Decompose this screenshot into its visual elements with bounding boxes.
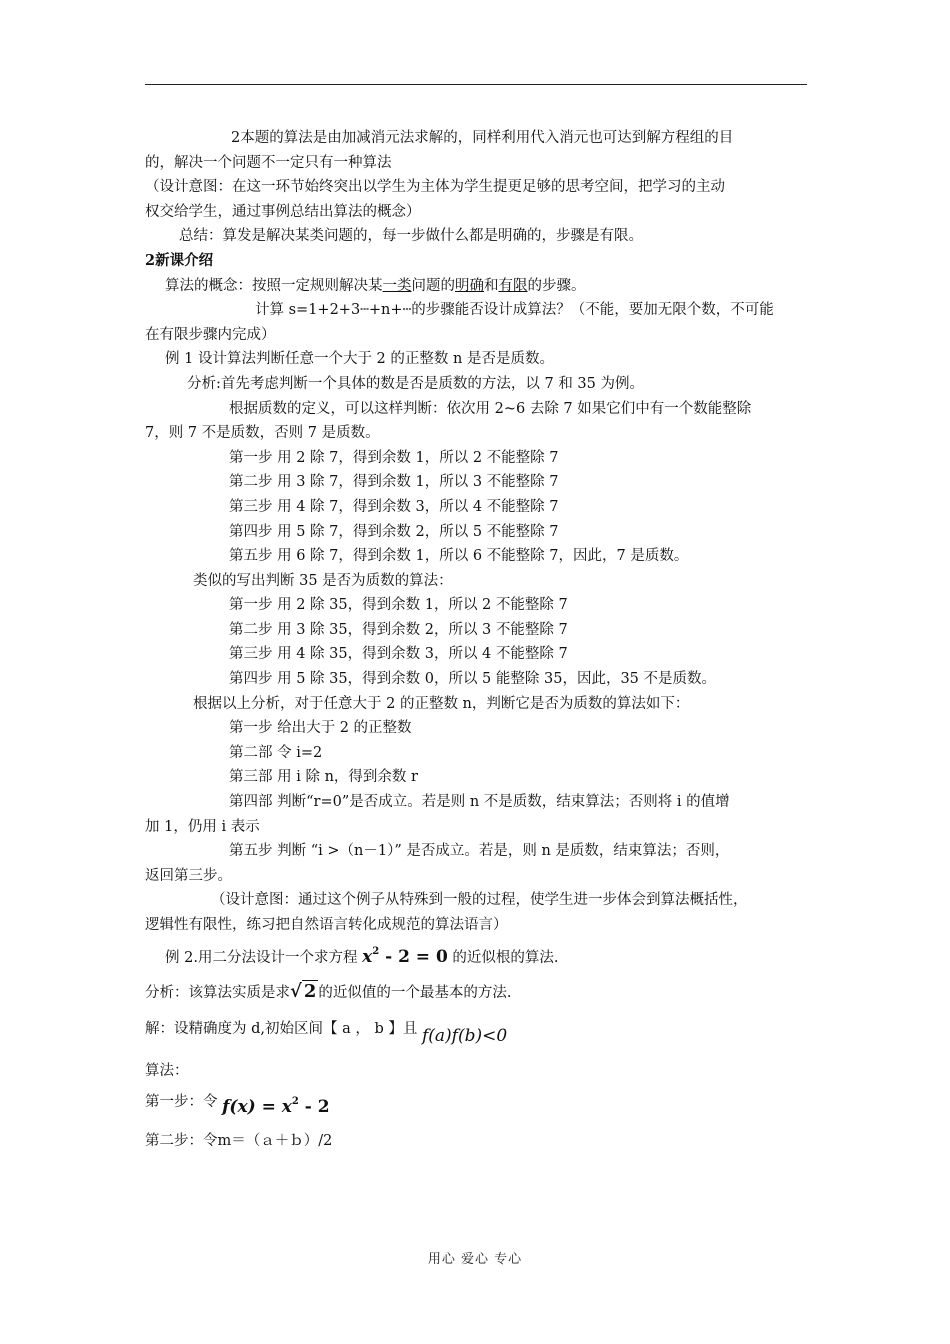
- paragraph: 在有限步骤内完成）: [145, 326, 276, 343]
- sqrt-formula: √ 2: [290, 981, 317, 1003]
- paragraph: 根据质数的定义，可以这样判断：依次用 2~6 去除 7 如果它们中有一个数能整除: [229, 400, 752, 417]
- paragraph: 7，则 7 不是质数，否则 7 是质数。: [145, 425, 380, 442]
- step-line: 第二步：令m＝（ａ＋ｂ）/2: [145, 1132, 333, 1149]
- paragraph: 类似的写出判断 35 是否为质数的算法：: [193, 572, 453, 589]
- step-line: 第一步 给出大于 2 的正整数: [229, 720, 412, 737]
- header-rule: [145, 84, 807, 85]
- step-line-continued: 返回第三步。: [145, 867, 232, 884]
- interval-condition-formula: f(a)f(b)<0: [421, 1025, 508, 1046]
- example-2-title: 例 2.用二分法设计一个求方程 $x^2 - 2 = 0$ 的近似根的算法.: [165, 945, 559, 967]
- analysis-paragraph: 分析：该算法实质是求√ 2 的近似值的一个最基本的方法.: [145, 980, 807, 1006]
- algorithm-definition: 算法的概念：按照一定规则解决某一类问题的明确和有限的步骤。: [165, 277, 586, 294]
- step-line: 第五步 判断 “i >（n－1）” 是否成立。若是，则 n 是质数，结束算法；否则，: [229, 843, 730, 860]
- paragraph: 计算 s=1+2+3┄+n+┄的步骤能否设计成算法？（不能，要加无限个数，不可能: [255, 302, 774, 319]
- design-note: 逻辑性有限性，练习把自然语言转化成规范的算法语言）: [145, 917, 508, 933]
- step-line: 第二步 用 3 除 7，得到余数 1，所以 3 不能整除 7: [229, 474, 559, 491]
- solution-paragraph: 解：设精确度为 d,初始区间【 a ， b 】且 f(a)f(b)<0: [145, 1020, 508, 1046]
- design-note: （设计意图：通过这个例子从特殊到一般的过程，使学生进一步体会到算法概括性，: [211, 892, 748, 909]
- step-line: 第一步：令 $f(x) = x^2 - 2$: [145, 1093, 330, 1117]
- section-heading: 2新课介绍: [145, 251, 214, 269]
- summary-paragraph: 总结：算发是解决某类问题的，每一步做什么都是明确的，步骤是有限。: [179, 228, 643, 245]
- example-1-title: 例 1 设计算法判断任意一个大于 2 的正整数 n 是否是质数。: [165, 351, 554, 368]
- function-formula: $f(x) = x^2 - 2$: [222, 1095, 330, 1117]
- paragraph: 权交给学生，通过事例总结出算法的概念）: [145, 203, 421, 220]
- step-line: 第四部 判断“r=0”是否成立。若是则 n 不是质数，结束算法；否则将 i 的值增: [229, 794, 730, 811]
- step-line: 第二部 令 i=2: [229, 744, 323, 761]
- analysis-paragraph: 分析:首先考虑判断一个具体的数是否是质数的方法，以 7 和 35 为例。: [187, 375, 644, 392]
- step-line: 第三步 用 4 除 35，得到余数 3，所以 4 不能整除 7: [229, 646, 568, 663]
- step-line-continued: 加 1，仍用 i 表示: [145, 818, 260, 835]
- algorithm-label: 算法：: [145, 1063, 189, 1080]
- paragraph: （设计意图：在这一环节始终突出以学生为主体为学生提更足够的思考空间，把学习的主动: [145, 179, 725, 196]
- step-line: 第五步 用 6 除 7，得到余数 1，所以 6 不能整除 7，因此，7 是质数。: [229, 548, 689, 565]
- step-line: 第三部 用 i 除 n，得到余数 r: [229, 769, 418, 786]
- step-line: 第四步 用 5 除 35，得到余数 0，所以 5 能整除 35，因此，35 不是质数。: [229, 671, 717, 688]
- step-line: 第一步 用 2 除 7，得到余数 1，所以 2 不能整除 7: [229, 449, 559, 466]
- page-footer: 用心 爱心 专心: [427, 1252, 523, 1267]
- step-line: 第一步 用 2 除 35，得到余数 1，所以 2 不能整除 7: [229, 597, 568, 614]
- document-body: [145, 126, 807, 1153]
- step-line: 第四步 用 5 除 7，得到余数 2，所以 5 不能整除 7: [229, 523, 559, 540]
- paragraph: 的，解决一个问题不一定只有一种算法: [145, 154, 392, 171]
- step-line: 第三步 用 4 除 7，得到余数 3，所以 4 不能整除 7: [229, 498, 559, 515]
- step-line: 第二步 用 3 除 35，得到余数 2，所以 3 不能整除 7: [229, 621, 568, 638]
- paragraph: 根据以上分析，对于任意大于 2 的正整数 n，判断它是否为质数的算法如下：: [193, 695, 690, 712]
- equation-formula: $x^2 - 2 = 0$: [362, 945, 448, 967]
- paragraph: 2本题的算法是由加减消元法求解的，同样利用代入消元也可达到解方程组的目: [231, 130, 734, 146]
